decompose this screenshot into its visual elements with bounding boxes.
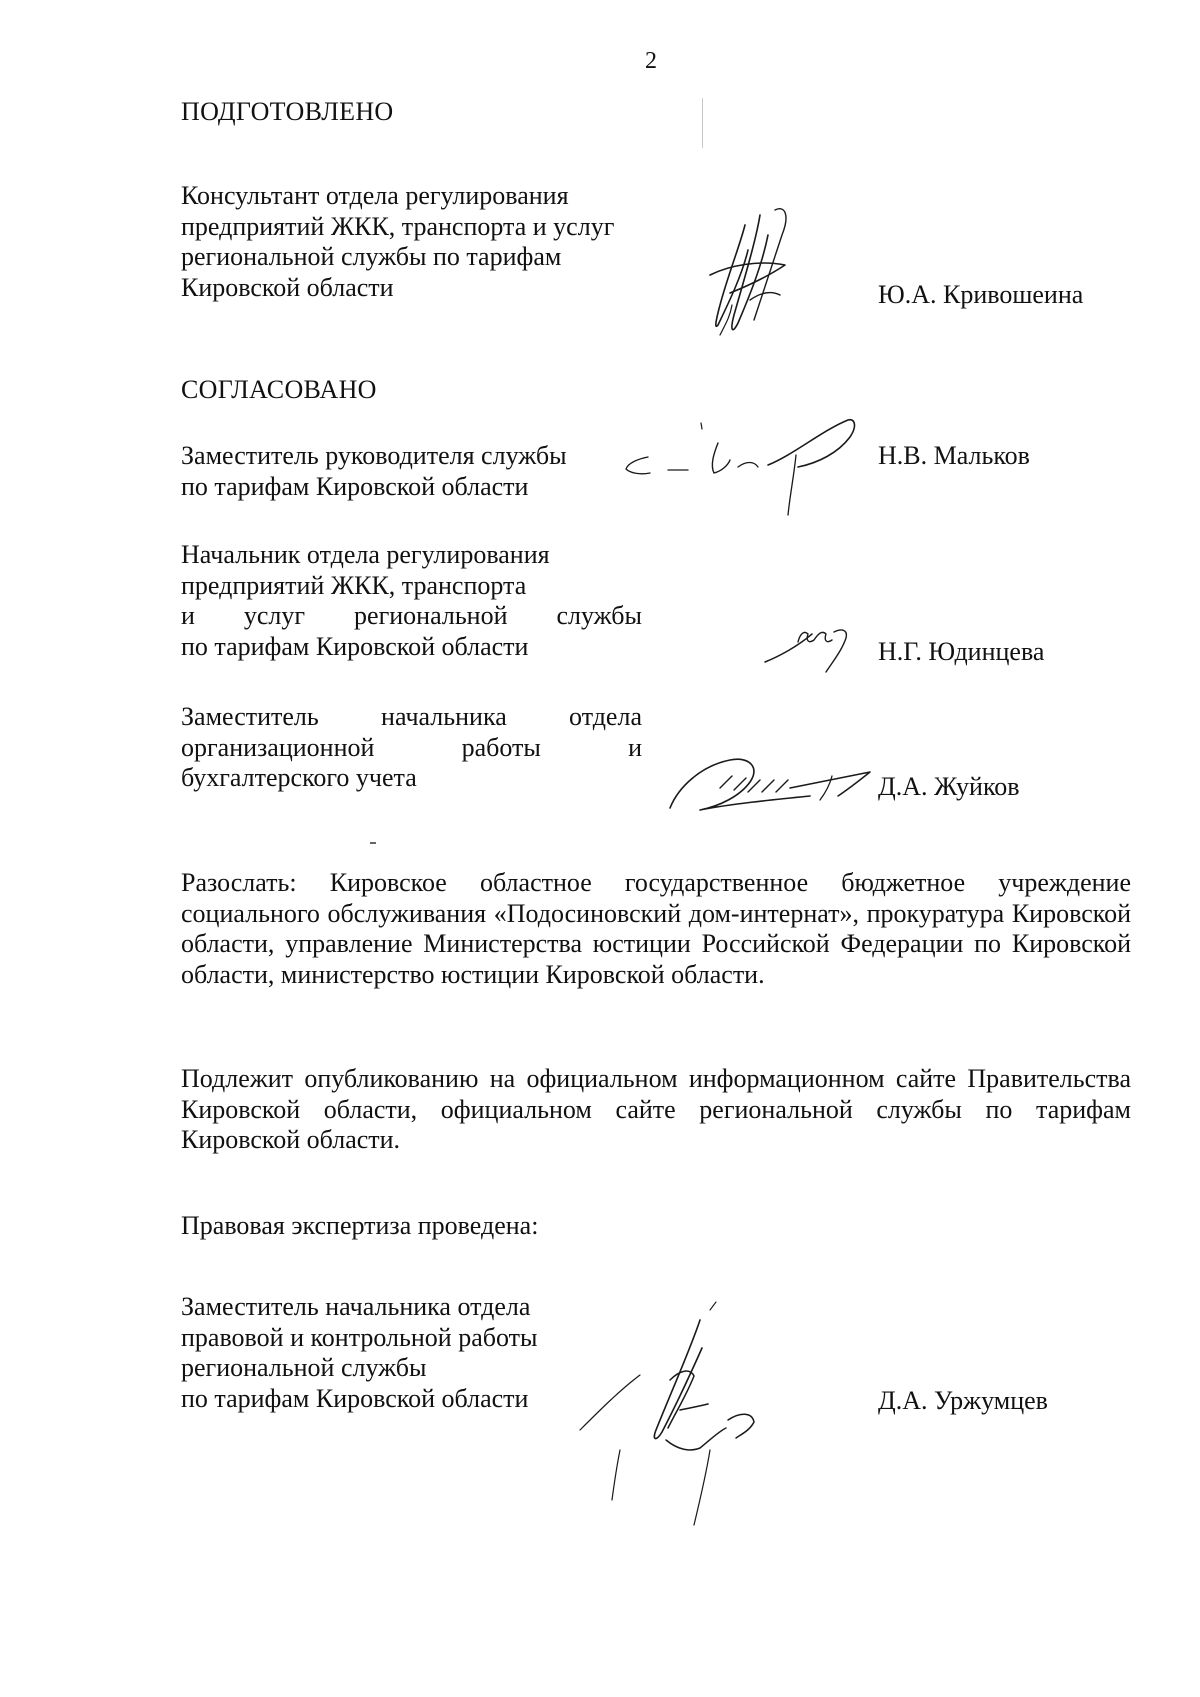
legal-review-position-line: региональной службы <box>181 1353 427 1382</box>
prepared-position-line: предприятий ЖКК, транспорта и услуг <box>181 211 615 241</box>
agreed-heading: СОГЛАСОВАНО <box>181 375 377 404</box>
word: начальника <box>381 702 507 731</box>
page-number: 2 <box>645 48 657 74</box>
legal-review-position-line: правовой и контрольной работы <box>181 1322 538 1352</box>
signature-yudintseva <box>760 620 870 680</box>
agreed-position-line-justified <box>181 702 642 733</box>
prepared-position <box>181 181 661 303</box>
legal-review-position-line: Заместитель начальника отдела <box>181 1292 531 1321</box>
agreed-position-line-justified <box>181 733 642 764</box>
agreed-signer-position <box>181 702 642 794</box>
word: и <box>181 601 195 630</box>
agreed-position-line: Начальник отдела регулирования <box>181 540 550 569</box>
agreed-signer-position <box>181 441 621 502</box>
signature-urzhumtsev <box>560 1300 820 1530</box>
scan-fold-mark <box>702 98 703 148</box>
word: услуг <box>243 601 306 630</box>
word: организационной <box>181 732 375 762</box>
prepared-position-line: Консультант отдела регулирования <box>181 181 569 210</box>
prepared-position-line: региональной службы по тарифам <box>181 242 562 271</box>
agreed-signer-name: Н.В. Мальков <box>878 441 1030 470</box>
prepared-heading: ПОДГОТОВЛЕНО <box>181 97 394 126</box>
legal-review-position <box>181 1292 601 1414</box>
word: Заместитель <box>181 702 319 731</box>
signature-zhuykov <box>660 748 880 818</box>
agreed-signer-name: Д.А. Жуйков <box>878 772 1020 801</box>
agreed-position-line: по тарифам Кировской области <box>181 631 529 661</box>
distribution-paragraph: Разослать: Кировское областное государственное бюджетное учреждение социального обслуживания «Подосиновский дом-интернат», прокуратура Кировской области, управление Министерства юстиции Российской Федерации по Кировской области, министерство юстиции Кировской области. <box>181 868 1131 989</box>
word: региональной <box>354 601 508 630</box>
word: работы <box>461 732 541 762</box>
prepared-position-line: Кировской области <box>181 272 394 302</box>
publication-paragraph: Подлежит опубликованию на официальном информационном сайте Правительства Кировской области, официальном сайте региональной службы по тарифам Кировской области. <box>181 1064 1131 1154</box>
signature-malkov <box>618 415 868 525</box>
agreed-position-line: бухгалтерского учета <box>181 763 417 792</box>
word: службы <box>556 601 642 630</box>
legal-review-name: Д.А. Уржумцев <box>878 1386 1048 1415</box>
prepared-name: Ю.А. Кривошеина <box>878 280 1084 309</box>
agreed-signer-name: Н.Г. Юдинцева <box>878 637 1045 666</box>
signature-krivosheina <box>690 205 830 355</box>
word: и <box>628 732 642 762</box>
agreed-signer-position <box>181 540 642 662</box>
agreed-position-line: по тарифам Кировской области <box>181 471 529 501</box>
legal-review-position-line: по тарифам Кировской области <box>181 1383 529 1413</box>
legal-review-heading: Правовая экспертиза проведена: <box>181 1211 539 1240</box>
agreed-position-line-justified <box>181 601 642 632</box>
agreed-position-line: предприятий ЖКК, транспорта <box>181 570 527 600</box>
scan-speck <box>370 842 376 844</box>
word: отдела <box>569 702 642 731</box>
agreed-position-line: Заместитель руководителя службы <box>181 441 567 470</box>
